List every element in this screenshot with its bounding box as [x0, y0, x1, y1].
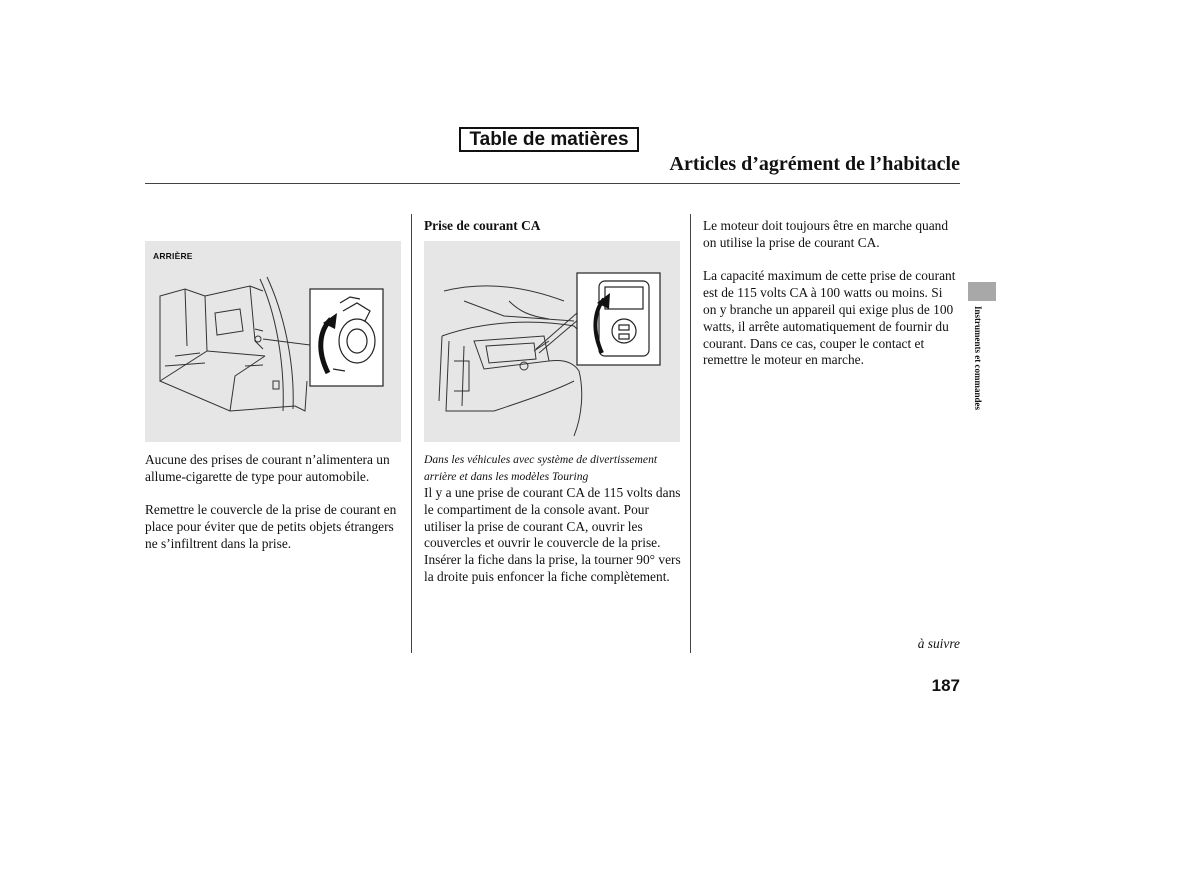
console-drawing — [424, 241, 680, 442]
paragraph: La capacité maximum de cette prise de courant est de 115 volts CA à 100 watts ou moins. Si on y branche un appareil qui exige plus de 100 watts, il arrête automatiquement de fournir du courant. Dans ce cas, couper le contact et remettre le moteur en marche. — [703, 268, 956, 368]
paragraph: Aucune des prises de courant n’alimentera un allume-cigarette de type pour automobile. — [145, 452, 390, 484]
continued-note: à suivre — [917, 636, 960, 651]
column-divider-right — [690, 214, 691, 653]
left-column-text — [145, 452, 407, 570]
figure-caption: Dans les véhicules avec système de divertissement arrière et dans les modèles Touring — [424, 453, 658, 483]
table-of-contents-button[interactable]: Table de matières — [459, 127, 639, 152]
page-number: 187 — [931, 676, 960, 695]
column-divider-left — [411, 214, 412, 653]
section-title: Articles d’agrément de l’habitacle — [669, 153, 960, 175]
paragraph: Le moteur doit toujours être en marche quand on utilise la prise de courant CA. — [703, 218, 949, 250]
cargo-area-drawing — [145, 241, 401, 442]
right-column-text — [703, 218, 959, 386]
section-heading: Prise de courant CA — [424, 218, 541, 233]
paragraph: Remettre le couvercle de la prise de courant en place pour éviter que de petits objets étrangers ne s’infiltrent dans la prise. — [145, 502, 397, 551]
chapter-tab — [968, 282, 996, 301]
console-outlet-illustration — [424, 241, 680, 442]
paragraph: Il y a une prise de courant CA de 115 volts dans le compartiment de la console avant. Pour utiliser la prise de courant CA, ouvrir les couvercles et ouvrir le couvercle de la prise. Insérer la fiche dans la prise, la tourner 90° vers la droite puis enfoncer la fiche complètement. — [424, 485, 681, 584]
chapter-tab-label: Instruments et commandes — [973, 306, 983, 410]
figure-label: ARRIÈRE — [153, 251, 193, 261]
rear-cargo-illustration — [145, 241, 401, 442]
middle-column-text — [424, 485, 686, 603]
header-rule — [145, 183, 960, 184]
